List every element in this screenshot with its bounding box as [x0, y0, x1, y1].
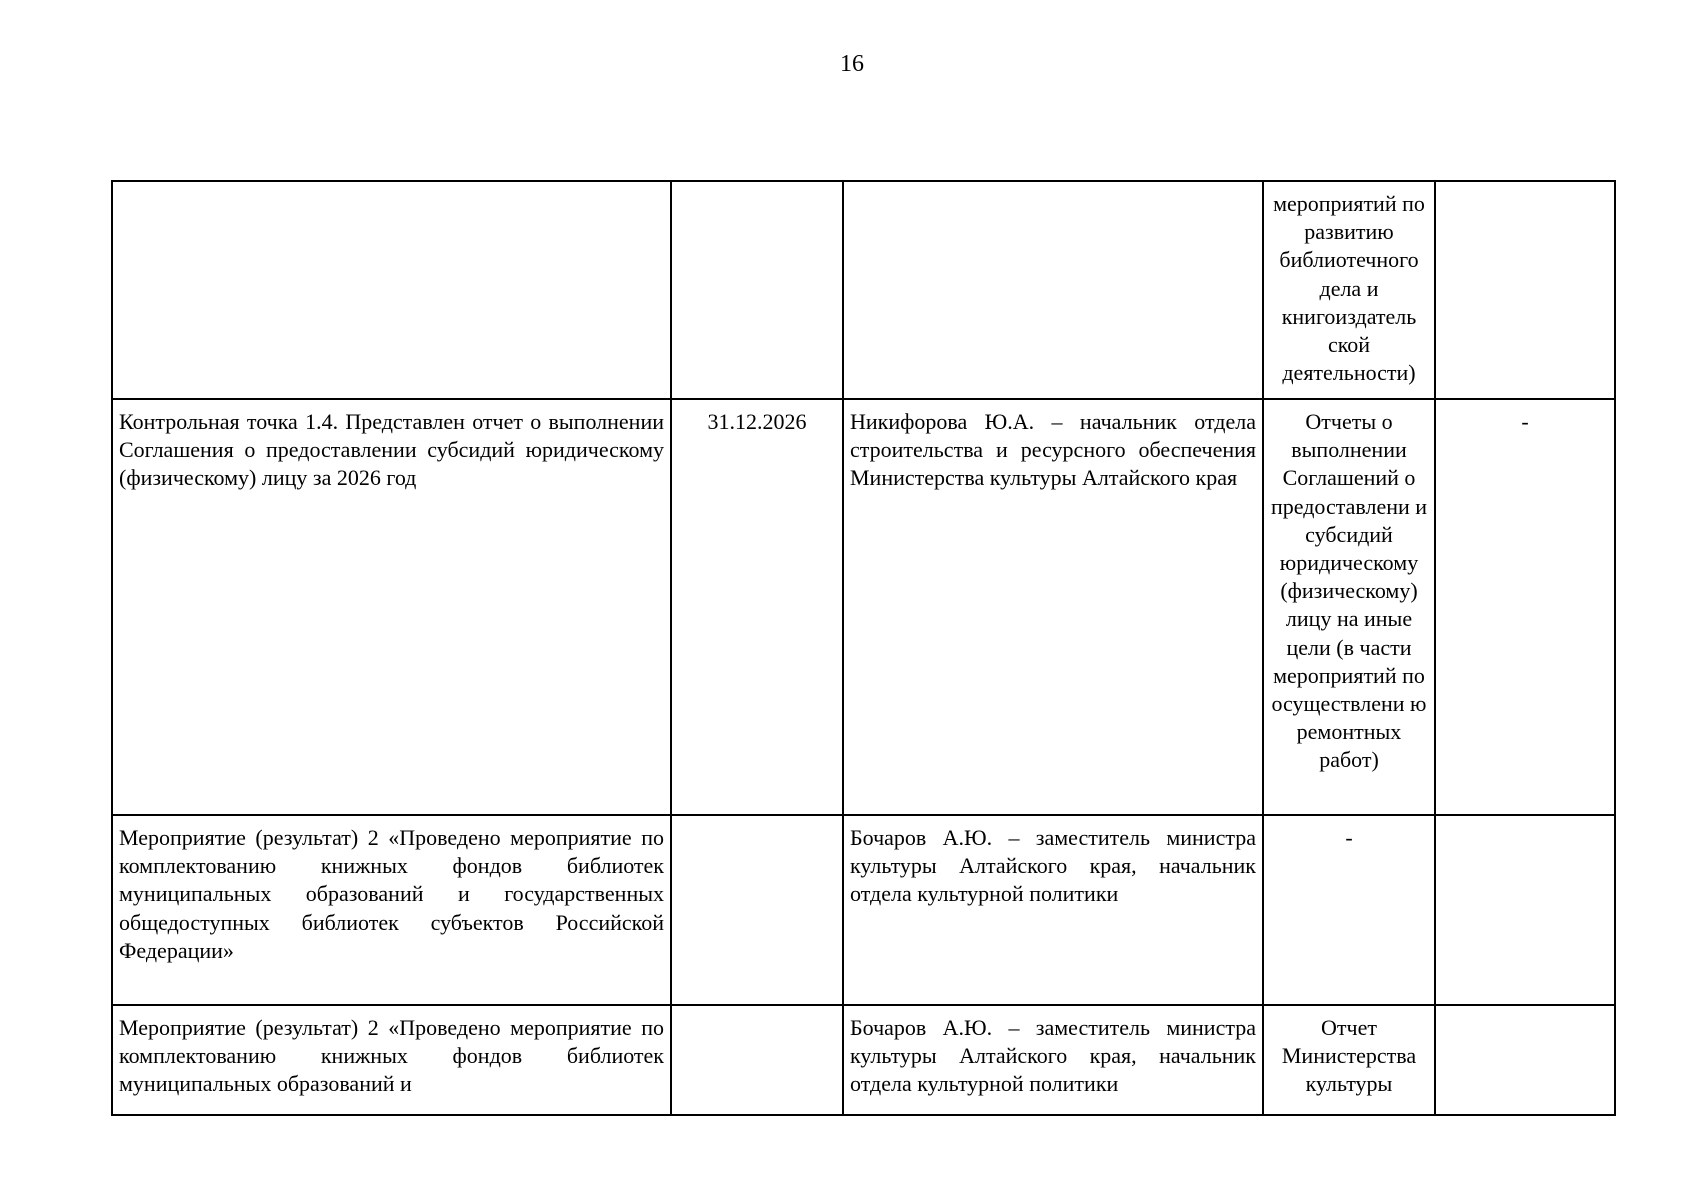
extra-cell: -	[1435, 399, 1615, 815]
table-row	[112, 181, 1615, 399]
document-cell: Отчет Министерства культуры	[1263, 1005, 1435, 1115]
document-cell: мероприятий по развитию библиотечного дела и книгоиздатель ской деятельности)	[1263, 181, 1435, 399]
table-row	[112, 399, 1615, 815]
event-name-cell: Мероприятие (результат) 2 «Проведено мероприятие по комплектованию книжных фондов библиотек муниципальных образований и	[112, 1005, 671, 1115]
responsible-cell	[843, 181, 1263, 399]
deadline-cell	[671, 815, 843, 1005]
responsible-cell: Никифорова Ю.А. – начальник отдела строительства и ресурсного обеспечения Министерства культуры Алтайского края	[843, 399, 1263, 815]
document-cell: Отчеты о выполнении Соглашений о предоставлени и субсидий юридическому (физическому) лицу на иные цели (в части мероприятий по осуществлени ю ремонтных работ)	[1263, 399, 1435, 815]
deadline-cell	[671, 1005, 843, 1115]
extra-cell	[1435, 1005, 1615, 1115]
event-name-cell: Контрольная точка 1.4. Представлен отчет о выполнении Соглашения о предоставлении субсидий юридическому (физическому) лицу за 2026 год	[112, 399, 671, 815]
page-number: 16	[840, 51, 864, 77]
document-cell: -	[1263, 815, 1435, 1005]
table-row	[112, 815, 1615, 1005]
responsible-cell: Бочаров А.Ю. – заместитель министра культуры Алтайского края, начальник отдела культурной политики	[843, 815, 1263, 1005]
event-name-cell	[112, 181, 671, 399]
deadline-cell: 31.12.2026	[671, 399, 843, 815]
table-row	[112, 1005, 1615, 1115]
control-points-table	[111, 180, 1616, 1116]
deadline-cell	[671, 181, 843, 399]
extra-cell	[1435, 815, 1615, 1005]
extra-cell	[1435, 181, 1615, 399]
responsible-cell: Бочаров А.Ю. – заместитель министра культуры Алтайского края, начальник отдела культурной политики	[843, 1005, 1263, 1115]
event-name-cell: Мероприятие (результат) 2 «Проведено мероприятие по комплектованию книжных фондов библиотек муниципальных образований и государственных общедоступных библиотек субъектов Российской Федерации»	[112, 815, 671, 1005]
